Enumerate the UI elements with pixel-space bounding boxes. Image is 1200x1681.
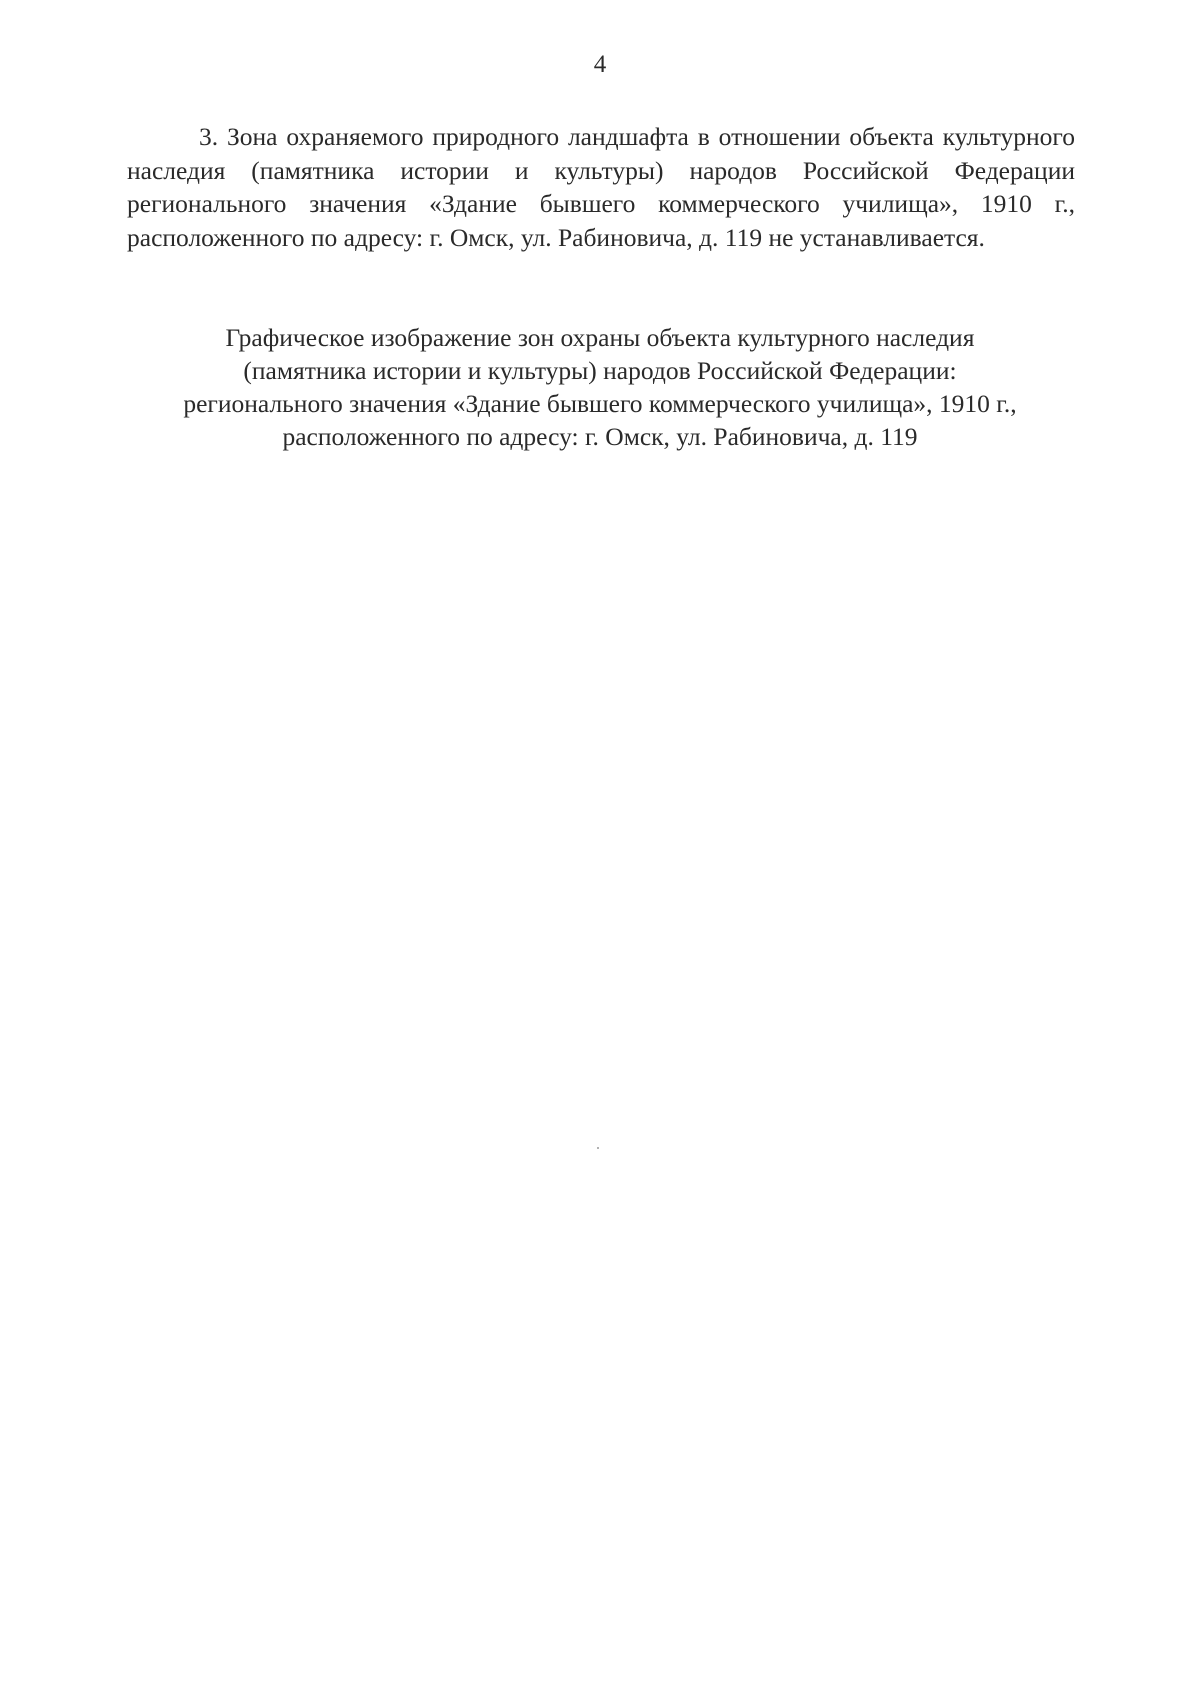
caption-line: (памятника истории и культуры) народов Российской Федерации:: [243, 356, 957, 385]
caption-line: Графическое изображение зон охраны объекта культурного наследия: [225, 323, 975, 352]
page-number: 4: [593, 51, 607, 78]
section-3-paragraph: 3. Зона охраняемого природного ландшафта в отношении объекта культурного наследия (памятника истории и культуры) народов Российской Федерации регионального значения «Здание бывшего коммерческого училища», 1910 г., расположенного по адресу: г. Омск, ул. Рабиновича, д. 119 не устанавливается.: [127, 122, 1075, 252]
caption-line: расположенного по адресу: г. Омск, ул. Рабиновича, д. 119: [282, 422, 918, 451]
graphic-caption: [100, 321, 1100, 453]
caption-line: регионального значения «Здание бывшего коммерческого училища», 1910 г.,: [183, 389, 1017, 418]
scan-speck: [597, 1147, 599, 1149]
